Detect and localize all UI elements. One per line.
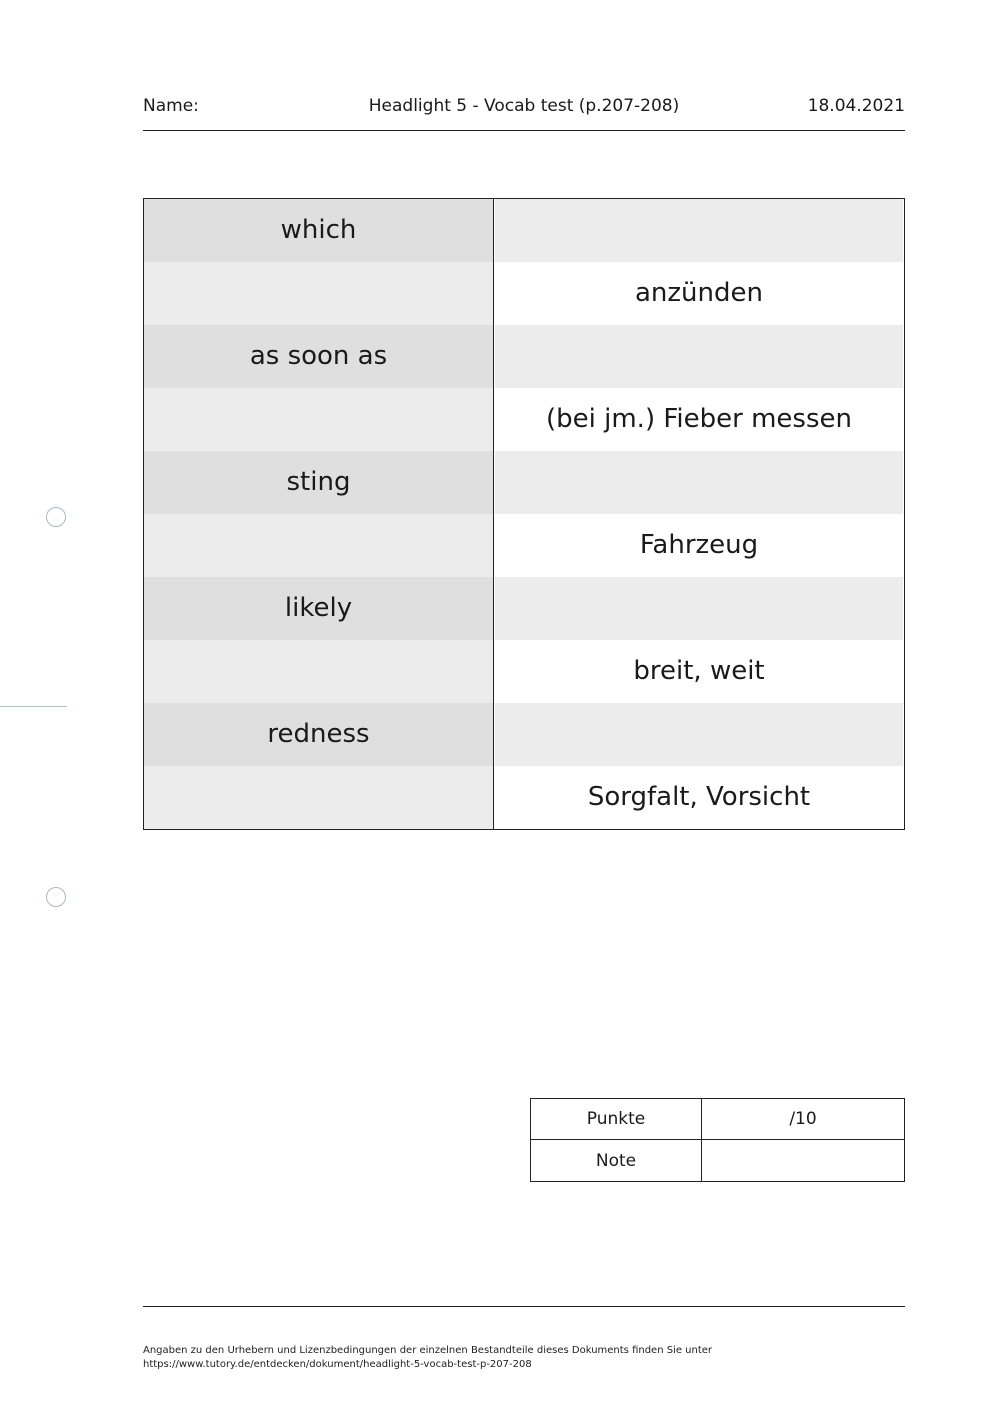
german-cell [495,451,903,514]
page-title: Headlight 5 - Vocab test (p.207-208) [368,96,680,116]
footer-line-1: Angaben zu den Urhebern und Lizenzbedingungen der einzelnen Bestandteile dieses Dokuments finden Sie unter [143,1345,713,1356]
date-label: 18.04.2021 [807,96,905,116]
fold-mark [0,706,67,707]
score-row-divider [531,1139,904,1140]
table-row [144,199,903,262]
footer-divider [143,1306,905,1307]
grade-label: Note [595,1151,637,1171]
table-row [144,514,903,577]
german-cell: Sorgfalt, Vorsicht [495,766,903,829]
german-cell: breit, weit [495,640,903,703]
table-row [144,703,903,766]
score-table [530,1098,905,1182]
table-row [144,766,903,829]
name-label: Name: [143,96,199,116]
german-cell [495,577,903,640]
english-cell [144,640,493,703]
english-cell [144,514,493,577]
footer-link[interactable]: https://www.tutory.de/entdecken/dokument/headlight-5-vocab-test-p-207-208 [143,1359,532,1370]
english-cell [144,262,493,325]
points-value: /10 [789,1109,817,1129]
punch-hole-mark [46,887,66,907]
table-row [144,640,903,703]
english-cell: redness [144,703,493,766]
table-row [144,451,903,514]
english-cell: which [144,199,493,262]
english-cell: sting [144,451,493,514]
score-divider [701,1099,702,1181]
english-cell: as soon as [144,325,493,388]
grade-value [703,1141,903,1181]
punch-hole-mark [46,507,66,527]
table-row [144,325,903,388]
english-cell: likely [144,577,493,640]
english-cell [144,766,493,829]
vocab-table [143,198,905,830]
page-title-wrap [286,96,762,116]
column-divider [493,199,494,829]
table-row [144,388,903,451]
german-cell [495,199,903,262]
german-cell: (bei jm.) Fieber messen [495,388,903,451]
german-cell [495,325,903,388]
footer-attribution [143,1344,843,1372]
points-label: Punkte [586,1109,646,1129]
german-cell [495,703,903,766]
english-cell [144,388,493,451]
page-header [143,94,905,131]
table-row [144,577,903,640]
german-cell: Fahrzeug [495,514,903,577]
german-cell: anzünden [495,262,903,325]
table-row [144,262,903,325]
